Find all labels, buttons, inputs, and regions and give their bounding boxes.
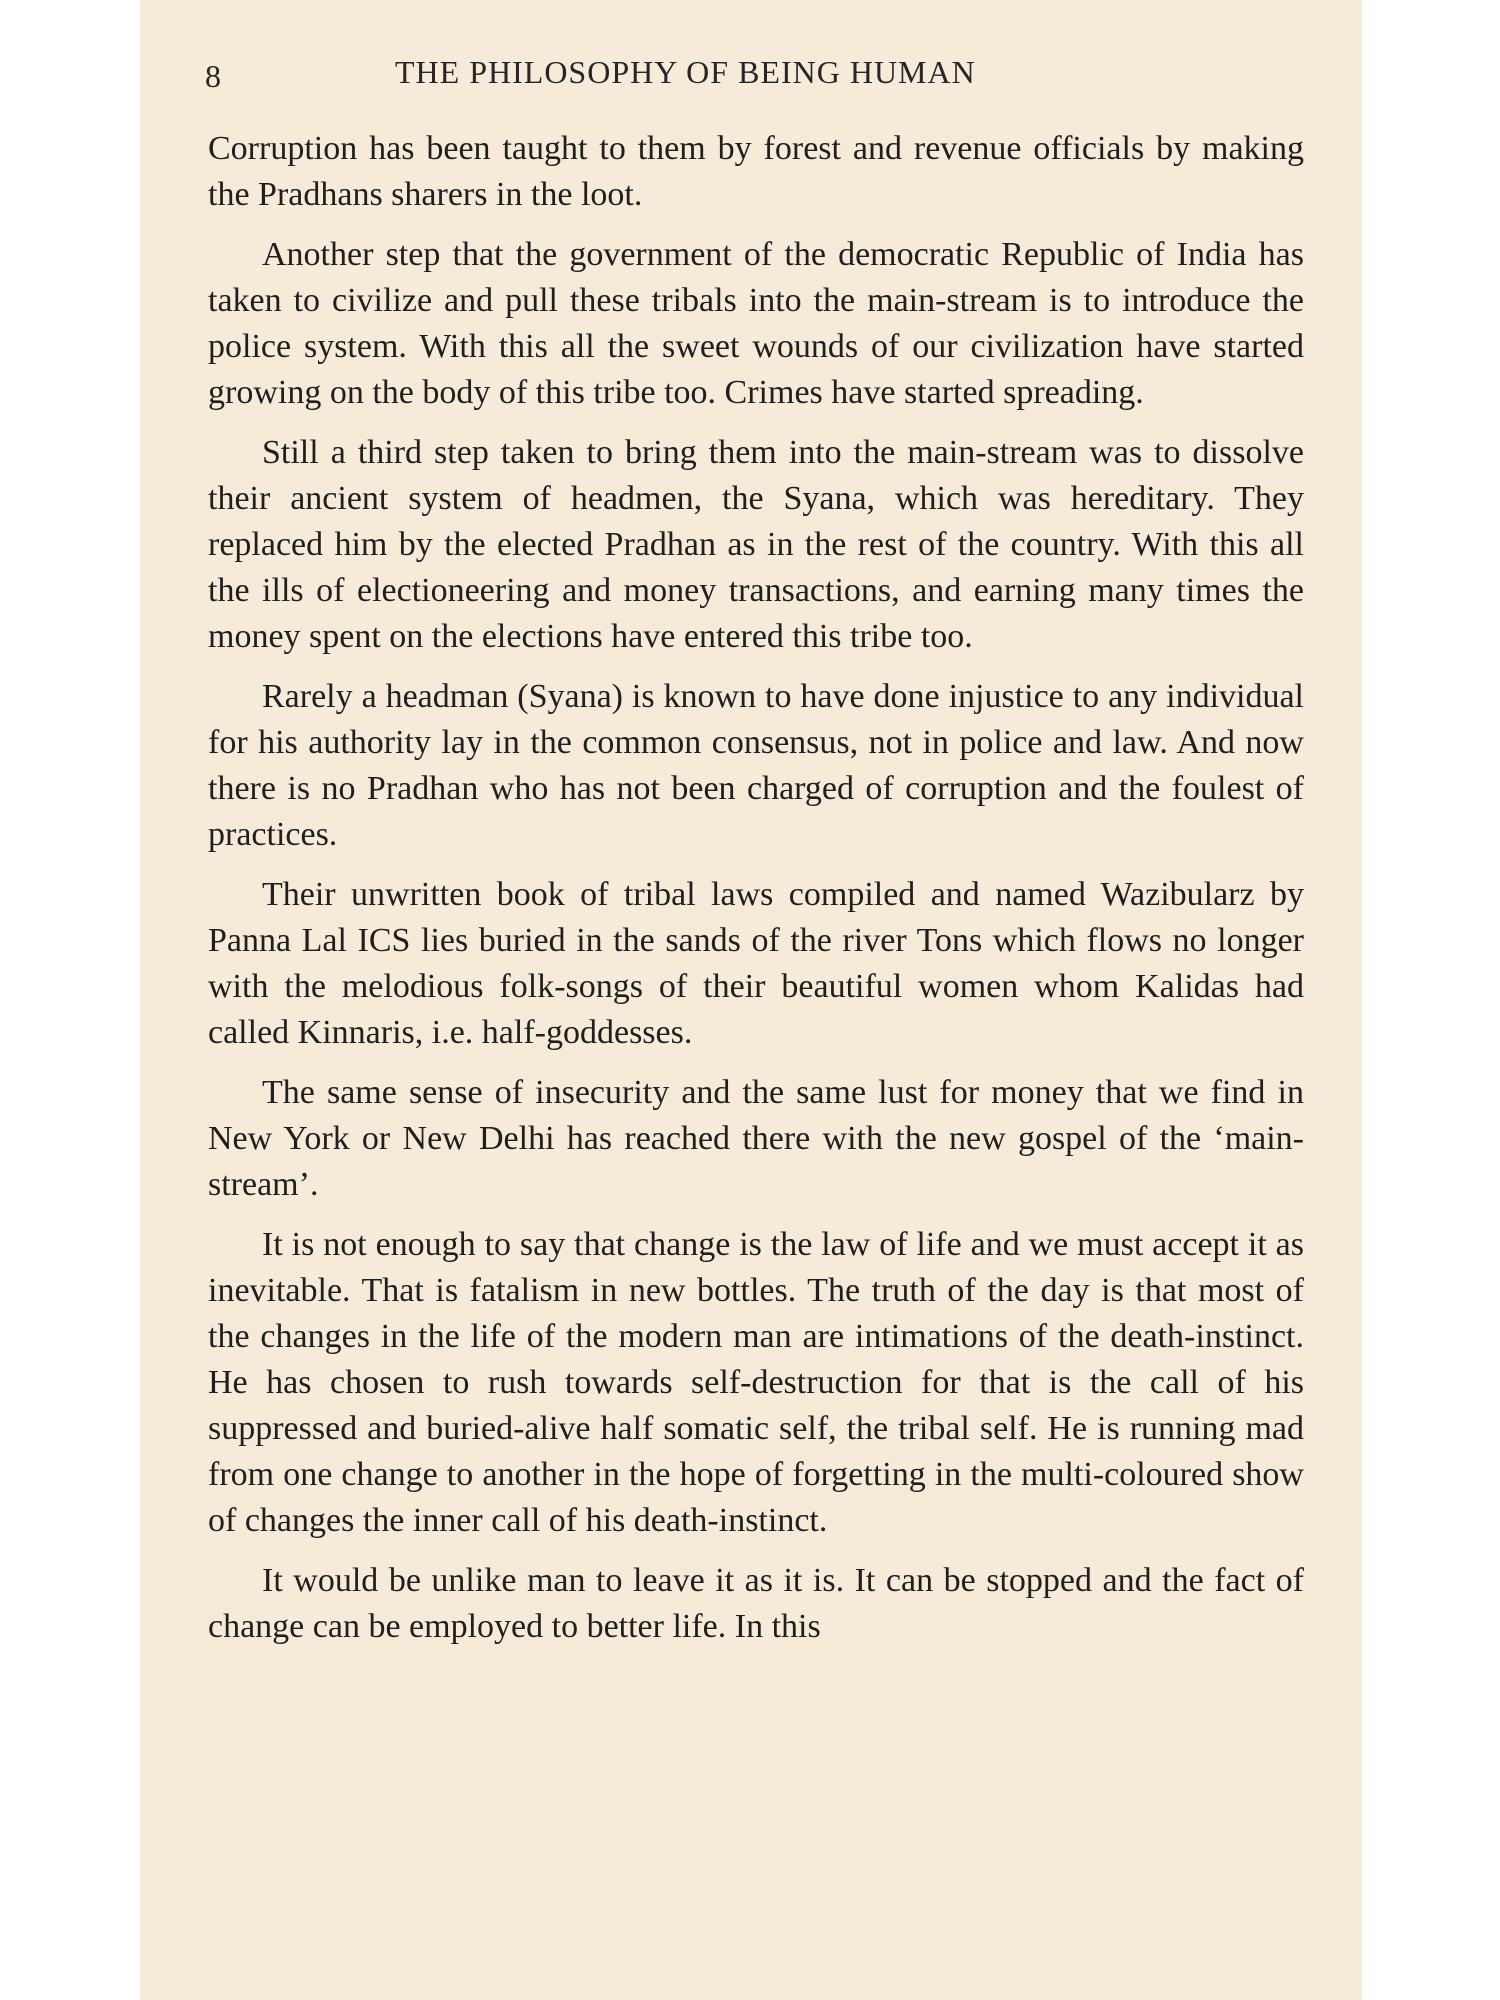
paragraph-6: The same sense of insecurity and the same lust for money that we find in New York or New Delhi has reached there with the new gospel of the ‘main-stream’. — [208, 1074, 1304, 1203]
paragraph-8: It would be unlike man to leave it as it is. It can be stopped and the fact of change can be employed to better life. In this — [208, 1562, 1304, 1645]
page-number: 8 — [205, 58, 222, 94]
paragraph-2: Another step that the government of the democratic Republic of India has taken to civilize and pull these tribals into the main-stream is to introduce the police system. With this all the sweet wounds of our civilization have started growing on the body of this tribe too. Crimes have started spreading. — [208, 236, 1304, 411]
paragraph-7: It is not enough to say that change is the law of life and we must accept it as inevitable. That is fatalism in new bottles. The truth of the day is that most of the changes in the life of the modern man are intimations of the death-instinct. He has chosen to rush towards self-destruction for that is the call of his suppressed and buried-alive half somatic self, the tribal self. He is running mad from one change to another in the hope of forgetting in the multi-coloured show of changes the inner call of his death-instinct. — [208, 1226, 1304, 1539]
book-page — [140, 0, 1362, 2000]
running-title: THE PHILOSOPHY OF BEING HUMAN — [395, 54, 976, 90]
page-header — [205, 50, 1305, 100]
paragraph-1: Corruption has been taught to them by forest and revenue officials by making the Pradhans sharers in the loot. — [208, 130, 1304, 213]
paragraph-5: Their unwritten book of tribal laws compiled and named Wazibularz by Panna Lal ICS lies buried in the sands of the river Tons which flows no longer with the melodious folk-songs of their beautiful women whom Kalidas had called Kinnaris, i.e. half-goddesses. — [208, 876, 1304, 1051]
page-body — [208, 126, 1304, 1650]
paragraph-4: Rarely a headman (Syana) is known to have done injustice to any individual for his authority lay in the common consensus, not in police and law. And now there is no Pradhan who has not been charged of corruption and the foulest of practices. — [208, 678, 1304, 853]
paragraph-3: Still a third step taken to bring them into the main-stream was to dissolve their ancient system of headmen, the Syana, which was hereditary. They replaced him by the elected Pradhan as in the rest of the country. With this all the ills of electioneering and money transactions, and earning many times the money spent on the elections have entered this tribe too. — [208, 434, 1304, 655]
